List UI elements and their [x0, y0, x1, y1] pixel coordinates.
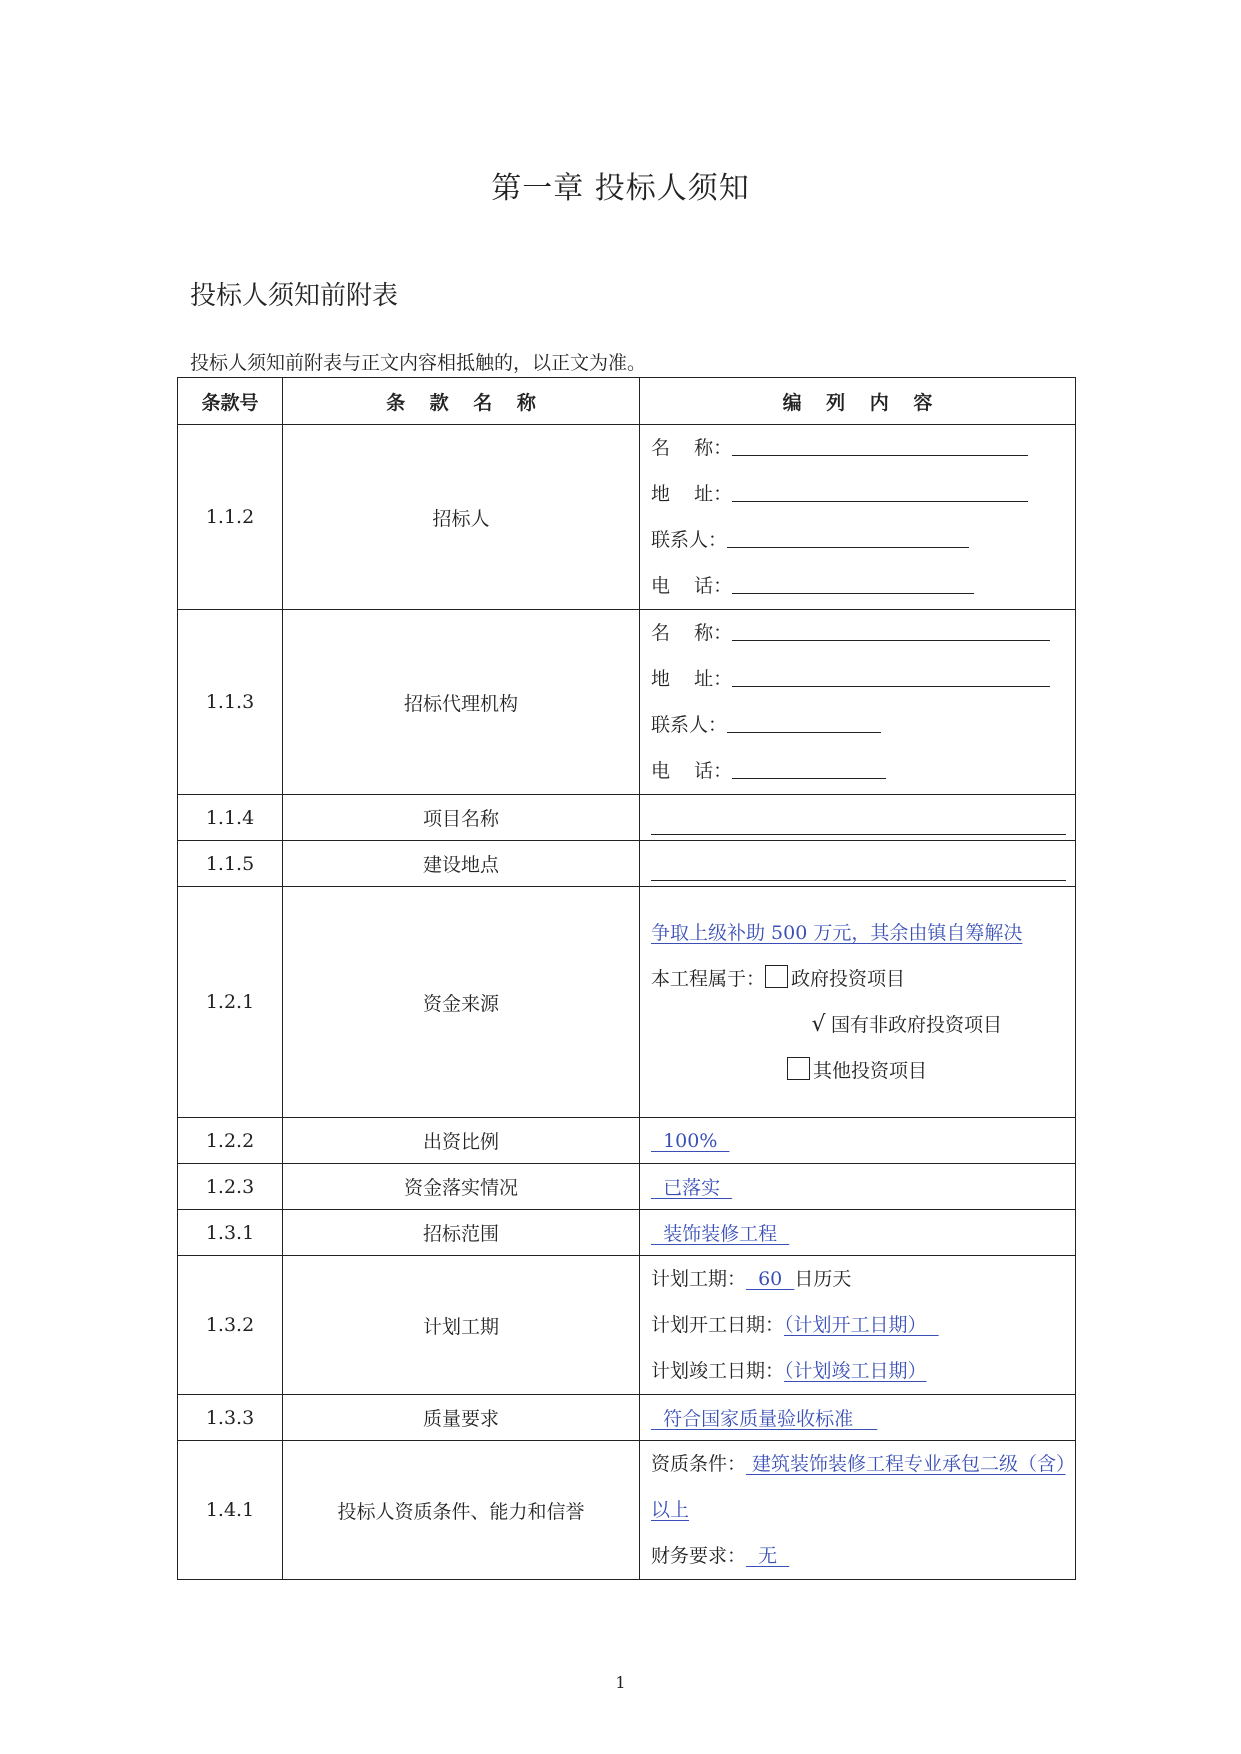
header-content: 编 列 内 容 — [640, 378, 1076, 425]
tender-scope-value: 装饰装修工程 — [651, 1223, 790, 1245]
name-label: 名 称： — [651, 622, 733, 644]
table-row — [178, 887, 1076, 1118]
bidder-instructions-table — [177, 377, 1076, 1580]
clause-no: 1.3.2 — [178, 1256, 283, 1395]
qualification-label: 资质条件： — [651, 1453, 747, 1475]
clause-no: 1.1.5 — [178, 841, 283, 887]
option-state-owned: 国有非政府投资项目 — [831, 1014, 1003, 1036]
table-row — [178, 841, 1076, 887]
table-row — [178, 1164, 1076, 1210]
funding-source-value: 争取上级补助 500 万元，其余由镇自筹解决 — [651, 922, 1023, 944]
clause-no: 1.3.3 — [178, 1395, 283, 1441]
table-row — [178, 1395, 1076, 1441]
clause-content — [640, 610, 1076, 795]
start-date-label: 计划开工日期： — [651, 1314, 785, 1336]
section-title: 投标人须知前附表 — [190, 281, 399, 311]
clause-no: 1.3.1 — [178, 1210, 283, 1256]
checkmark-icon[interactable]: √ — [811, 1012, 826, 1037]
clause-content — [640, 1395, 1076, 1441]
name-label: 名 称： — [651, 437, 733, 459]
duration-value: 60 — [746, 1268, 795, 1290]
contact-label: 联系人： — [651, 714, 728, 736]
name-field[interactable] — [732, 435, 1028, 456]
clause-name: 项目名称 — [283, 795, 640, 841]
clause-name: 质量要求 — [283, 1395, 640, 1441]
contact-field[interactable] — [727, 712, 881, 733]
checkbox-empty-icon[interactable] — [765, 965, 788, 988]
page-number: 1 — [615, 1673, 626, 1692]
table-row — [178, 1210, 1076, 1256]
table-row — [178, 610, 1076, 795]
clause-content — [640, 1118, 1076, 1164]
table-row — [178, 1256, 1076, 1395]
address-label: 地 址： — [651, 483, 733, 505]
site-field[interactable] — [651, 852, 1066, 881]
phone-label: 电 话： — [651, 760, 733, 782]
header-clause-name: 条 款 名 称 — [283, 378, 640, 425]
clause-name: 出资比例 — [283, 1118, 640, 1164]
duration-label: 计划工期： — [651, 1268, 747, 1290]
chapter-title: 第一章 投标人须知 — [491, 171, 750, 206]
address-field[interactable] — [732, 481, 1028, 502]
clause-no: 1.1.3 — [178, 610, 283, 795]
clause-name: 招标人 — [283, 425, 640, 610]
clause-content — [640, 1164, 1076, 1210]
duration-unit: 日历天 — [794, 1268, 852, 1290]
clause-content — [640, 841, 1076, 887]
option-government: 政府投资项目 — [791, 968, 906, 990]
clause-name: 建设地点 — [283, 841, 640, 887]
project-type-label: 本工程属于： — [651, 968, 766, 990]
table-row — [178, 425, 1076, 610]
table-row — [178, 1118, 1076, 1164]
table-row — [178, 1441, 1076, 1580]
clause-name: 招标范围 — [283, 1210, 640, 1256]
clause-name: 投标人资质条件、能力和信誉 — [283, 1441, 640, 1580]
clause-no: 1.2.3 — [178, 1164, 283, 1210]
address-label: 地 址： — [651, 668, 733, 690]
header-clause-no: 条款号 — [178, 378, 283, 425]
clause-no: 1.1.2 — [178, 425, 283, 610]
clause-name: 招标代理机构 — [283, 610, 640, 795]
clause-no: 1.4.1 — [178, 1441, 283, 1580]
clause-content — [640, 795, 1076, 841]
address-field[interactable] — [732, 666, 1050, 687]
clause-no: 1.2.2 — [178, 1118, 283, 1164]
clause-content — [640, 1210, 1076, 1256]
qualification-value: 建筑装饰装修工程专业承包二级（含）以上 — [651, 1453, 1066, 1521]
name-field[interactable] — [732, 620, 1050, 641]
table-header-row — [178, 378, 1076, 425]
funding-status-value: 已落实 — [651, 1177, 733, 1199]
phone-label: 电 话： — [651, 575, 733, 597]
phone-field[interactable] — [732, 758, 886, 779]
option-other: 其他投资项目 — [813, 1060, 928, 1082]
clause-name: 资金来源 — [283, 887, 640, 1118]
clause-no: 1.2.1 — [178, 887, 283, 1118]
quality-value: 符合国家质量验收标准 — [651, 1408, 878, 1430]
contact-label: 联系人： — [651, 529, 728, 551]
clause-no: 1.1.4 — [178, 795, 283, 841]
project-name-field[interactable] — [651, 806, 1066, 835]
contact-field[interactable] — [727, 527, 969, 548]
clause-content — [640, 425, 1076, 610]
checkbox-empty-icon[interactable] — [787, 1057, 810, 1080]
start-date-value: （计划开工日期） — [784, 1314, 939, 1336]
financial-label: 财务要求： — [651, 1545, 747, 1567]
phone-field[interactable] — [732, 573, 974, 594]
table-note: 投标人须知前附表与正文内容相抵触的，以正文为准。 — [190, 352, 647, 374]
clause-name: 资金落实情况 — [283, 1164, 640, 1210]
clause-content — [640, 887, 1076, 1118]
investment-ratio-value: 100% — [651, 1129, 730, 1152]
clause-content — [640, 1256, 1076, 1395]
table-row — [178, 795, 1076, 841]
clause-content — [640, 1441, 1076, 1580]
end-date-label: 计划竣工日期： — [651, 1360, 785, 1382]
clause-name: 计划工期 — [283, 1256, 640, 1395]
end-date-value: （计划竣工日期） — [784, 1360, 927, 1382]
financial-value: 无 — [746, 1545, 790, 1567]
